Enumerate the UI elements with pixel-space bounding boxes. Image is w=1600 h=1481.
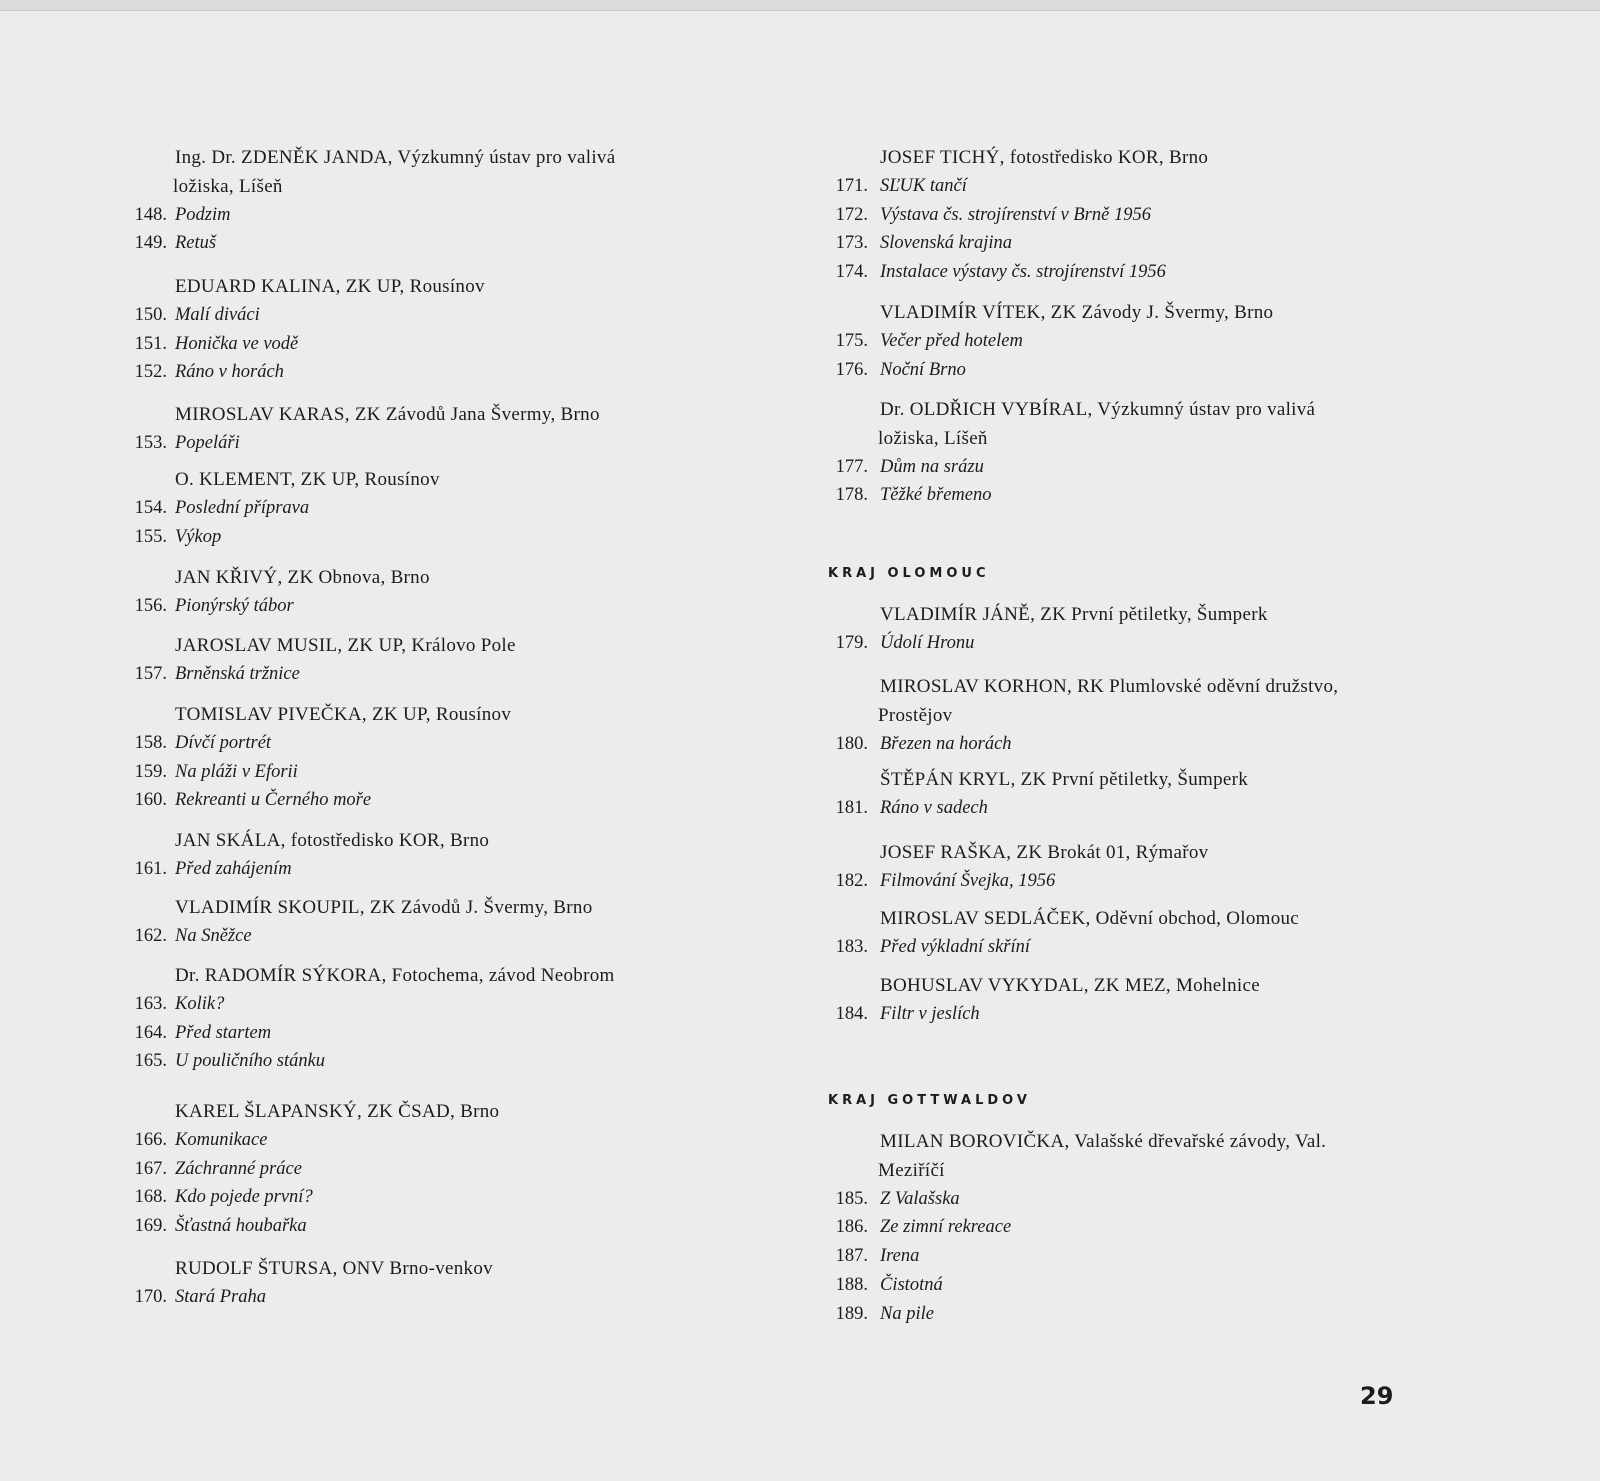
entry-number: 157. [134, 663, 167, 684]
entry-number: 165. [134, 1051, 167, 1072]
author-line: BOHUSLAV VYKYDAL, ZK MEZ, Mohelnice [880, 975, 1260, 996]
entry-title: Kdo pojede první? [175, 1187, 313, 1208]
entry-title: Dům na srázu [880, 456, 984, 477]
entry-number: 149. [134, 233, 167, 254]
page-top-edge [0, 0, 1600, 11]
entry-title: Stará Praha [175, 1286, 266, 1307]
entry-title: Retuš [175, 233, 217, 254]
entry-number: 174. [835, 262, 868, 283]
entry-title: Brněnská tržnice [175, 663, 300, 684]
entry-title: Z Valašska [880, 1188, 960, 1209]
entry-title: Ráno v horách [175, 362, 284, 383]
entry-number: 160. [134, 790, 167, 811]
entry-number: 158. [134, 732, 167, 753]
entry-title: Před výkladní skříní [880, 936, 1031, 957]
author-line-continued: ložiska, Líšeň [173, 175, 283, 197]
entry-title: Slovenská krajina [880, 233, 1013, 254]
entry-title: Poslední příprava [175, 497, 310, 518]
entry-number: 152. [134, 362, 167, 383]
author-line-continued: ložiska, Líšeň [878, 427, 988, 449]
entry-title: Před zahájením [175, 858, 292, 879]
entry-title: Malí diváci [175, 304, 260, 325]
author-line: EDUARD KALINA, ZK UP, Rousínov [175, 276, 485, 297]
author-line: MIROSLAV KARAS, ZK Závodů Jana Švermy, Brno [175, 404, 600, 425]
entry-title: Podzim [175, 204, 231, 225]
entry-number: 186. [835, 1217, 868, 1238]
author-line: MIROSLAV KORHON, RK Plumlovské oděvní družstvo, [880, 676, 1339, 697]
entry-number: 166. [134, 1129, 167, 1150]
entry-title: Čistotná [880, 1275, 943, 1295]
entry-number: 171. [835, 175, 868, 196]
entry-title: Rekreanti u Černého moře [175, 790, 372, 811]
page-number: 29 [1360, 1382, 1394, 1410]
entry-number: 167. [134, 1158, 167, 1179]
entry-number: 185. [835, 1188, 868, 1209]
entry-number: 155. [134, 526, 167, 547]
author-line: KAREL ŠLAPANSKÝ, ZK ČSAD, Brno [175, 1101, 500, 1122]
entry-title: Výstava čs. strojírenství v Brně 1956 [880, 204, 1151, 225]
author-line: O. KLEMENT, ZK UP, Rousínov [175, 469, 440, 490]
entry-number: 151. [134, 333, 167, 354]
entry-title: SĽUK tančí [880, 175, 967, 196]
entry-number: 173. [835, 233, 868, 254]
entry-number: 181. [835, 797, 868, 818]
author-line: JOSEF TICHÝ, fotostředisko KOR, Brno [880, 147, 1209, 168]
author-line: VLADIMÍR SKOUPIL, ZK Závodů J. Švermy, Brno [175, 897, 593, 918]
author-line: JAN KŘIVÝ, ZK Obnova, Brno [175, 567, 430, 588]
entry-title: Irena [880, 1246, 920, 1267]
entry-title: Těžké břemeno [880, 485, 992, 506]
entry-title: Záchranné práce [175, 1158, 302, 1179]
entry-number: 168. [134, 1187, 167, 1208]
entry-title: Údolí Hronu [880, 632, 975, 653]
region-heading: KRAJ OLOMOUC [828, 566, 990, 581]
entry-title: Filmování Švejka, 1956 [880, 870, 1056, 891]
author-line: MIROSLAV SEDLÁČEK, Oděvní obchod, Olomouc [880, 908, 1300, 929]
author-line: Dr. OLDŘICH VYBÍRAL, Výzkumný ústav pro valivá [880, 399, 1316, 420]
entry-number: 175. [835, 330, 868, 351]
author-line: TOMISLAV PIVEČKA, ZK UP, Rousínov [175, 704, 512, 725]
entry-title: Na pile [880, 1303, 934, 1324]
entry-number: 176. [835, 359, 868, 380]
entry-number: 172. [835, 204, 868, 225]
entry-number: 178. [835, 485, 868, 506]
entry-number: 187. [835, 1246, 868, 1267]
entry-title: Výkop [175, 526, 222, 547]
author-line: JOSEF RAŠKA, ZK Brokát 01, Rýmařov [880, 842, 1209, 863]
entry-title: Instalace výstavy čs. strojírenství 1956 [880, 262, 1166, 283]
entry-title: Šťastná houbařka [175, 1216, 307, 1237]
entry-number: 180. [835, 733, 868, 754]
entry-number: 164. [134, 1022, 167, 1043]
entry-title: Pionýrský tábor [175, 595, 294, 616]
entry-title: Ráno v sadech [880, 797, 988, 818]
entry-number: 188. [835, 1275, 868, 1295]
entry-number: 170. [134, 1286, 167, 1307]
entry-title: Filtr v jeslích [880, 1003, 980, 1024]
entry-number: 177. [835, 456, 868, 477]
entry-number: 189. [835, 1303, 868, 1324]
entry-number: 156. [134, 595, 167, 616]
entry-number: 154. [134, 497, 167, 518]
entry-title: Ze zimní rekreace [880, 1217, 1012, 1238]
entry-title: Komunikace [175, 1129, 268, 1150]
entry-title: Popeláři [175, 432, 240, 453]
entry-title: Dívčí portrét [175, 732, 272, 753]
entry-title: Na Sněžce [175, 925, 252, 946]
entry-title: Kolik? [175, 993, 225, 1014]
entry-title: Před startem [175, 1022, 272, 1043]
author-line: JAROSLAV MUSIL, ZK UP, Královo Pole [175, 635, 516, 656]
entry-number: 179. [835, 632, 868, 653]
entry-title: U pouličního stánku [175, 1051, 326, 1072]
author-line: JAN SKÁLA, fotostředisko KOR, Brno [175, 830, 490, 851]
author-line-continued: Prostějov [878, 704, 953, 726]
entry-number: 184. [835, 1003, 868, 1024]
entry-title: Na pláži v Eforii [175, 761, 298, 782]
entry-number: 159. [134, 761, 167, 782]
author-line: RUDOLF ŠTURSA, ONV Brno-venkov [175, 1258, 493, 1279]
entry-title: Honička ve vodě [175, 333, 299, 354]
entry-number: 162. [134, 925, 167, 946]
entry-number: 153. [134, 432, 167, 453]
entry-title: Březen na horách [880, 733, 1012, 754]
entry-number: 169. [134, 1216, 167, 1237]
author-line-continued: Meziříčí [878, 1159, 945, 1181]
author-line: Dr. RADOMÍR SÝKORA, Fotochema, závod Neobrom [175, 965, 615, 986]
author-line: ŠTĚPÁN KRYL, ZK První pětiletky, Šumperk [880, 769, 1249, 790]
entry-number: 148. [134, 204, 167, 225]
author-line: Ing. Dr. ZDENĚK JANDA, Výzkumný ústav pro valivá [175, 147, 616, 168]
entry-number: 182. [835, 870, 868, 891]
entry-number: 161. [134, 858, 167, 879]
entry-number: 150. [134, 304, 167, 325]
region-heading: KRAJ GOTTWALDOV [828, 1093, 1031, 1108]
author-line: VLADIMÍR VÍTEK, ZK Závody J. Švermy, Brno [880, 302, 1274, 323]
entry-number: 183. [835, 936, 868, 957]
entry-number: 163. [134, 993, 167, 1014]
entry-title: Noční Brno [880, 359, 966, 380]
author-line: MILAN BOROVIČKA, Valašské dřevařské závody, Val. [880, 1131, 1327, 1152]
entry-title: Večer před hotelem [880, 330, 1023, 351]
author-line: VLADIMÍR JÁNĚ, ZK První pětiletky, Šumperk [880, 604, 1268, 625]
